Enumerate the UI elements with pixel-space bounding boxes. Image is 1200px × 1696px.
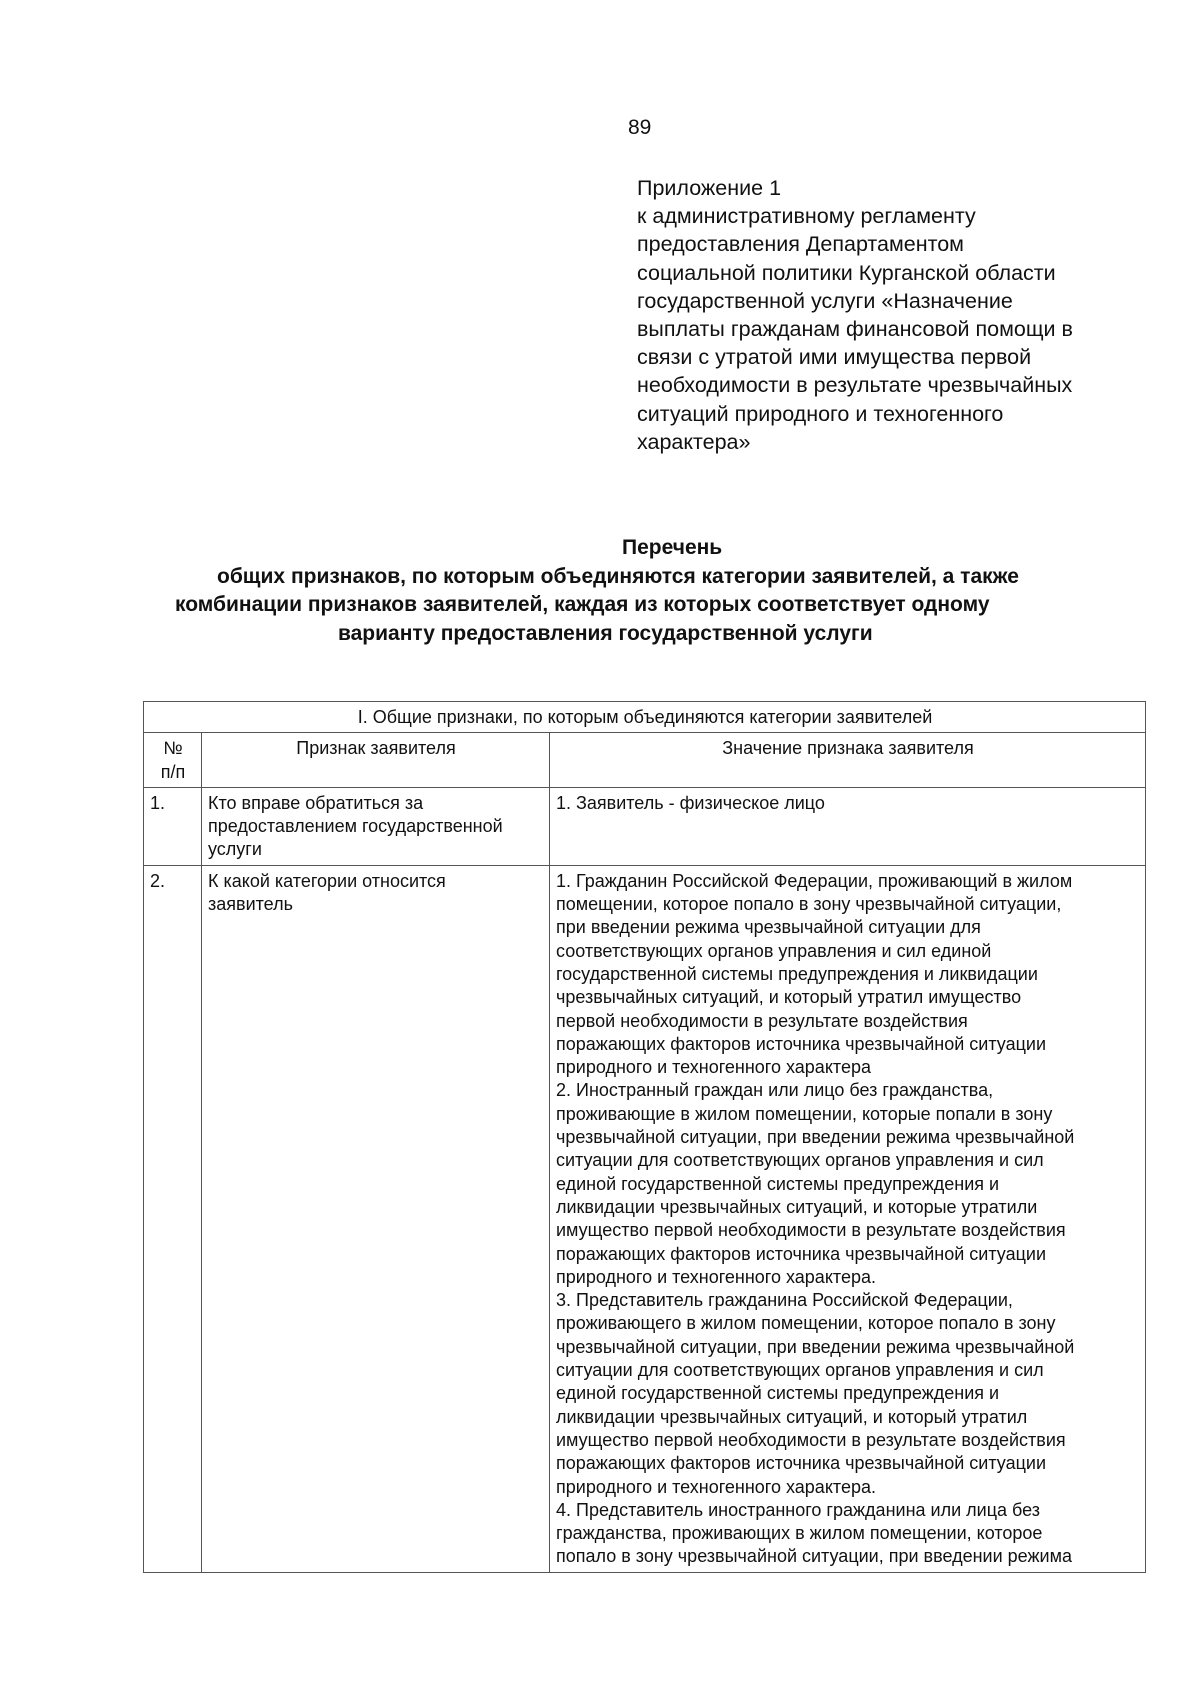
- cell-line: 2. Иностранный граждан или лицо без гражданства,: [556, 1080, 994, 1101]
- cell-line: заявитель: [208, 894, 293, 915]
- cell-line: поражающих факторов источника чрезвычайной ситуации: [556, 1243, 1047, 1264]
- table-caption: I. Общие признаки, по которым объединяются категории заявителей: [144, 702, 1146, 733]
- cell-line: проживающие в жилом помещении, которые попали в зону: [556, 1103, 1053, 1124]
- cell-line: единой государственной системы предупреждения и: [556, 1173, 1000, 1194]
- cell-line: 3. Представитель гражданина Российской Федерации,: [556, 1290, 1013, 1311]
- appendix-line: Приложение 1: [637, 176, 782, 200]
- appendix-note: [637, 174, 1137, 456]
- cell-line: проживающего в жилом помещении, которое попало в зону: [556, 1313, 1056, 1334]
- cell-line: услуги: [208, 839, 262, 860]
- cell-line: соответствующих органов управления и сил единой: [556, 940, 992, 961]
- cell-line: поражающих факторов источника чрезвычайной ситуации: [556, 1453, 1047, 1474]
- cell-line: природного и техногенного характера.: [556, 1266, 876, 1287]
- title-line: общих признаков, по которым объединяются категории заявителей, а также: [217, 564, 1019, 588]
- cell-line: государственной системы предупреждения и ликвидации: [556, 963, 1038, 984]
- cell-line: природного и техногенного характера: [556, 1057, 871, 1078]
- cell-line: 1. Заявитель - физическое лицо: [556, 792, 825, 813]
- cell-line: помещении, которое попало в зону чрезвычайной ситуации,: [556, 894, 1062, 915]
- cell-line: предоставлением государственной: [208, 816, 503, 837]
- row-sign: [202, 787, 550, 865]
- criteria-table: [143, 701, 1146, 1573]
- header-value: Значение признака заявителя: [550, 733, 1146, 788]
- header-sign: Признак заявителя: [202, 733, 550, 788]
- title-line: комбинации признаков заявителей, каждая из которых соответствует одному: [175, 593, 990, 616]
- row-sign: [202, 865, 550, 1572]
- appendix-line: ситуаций природного и техногенного: [637, 401, 1004, 426]
- cell-line: ликвидации чрезвычайных ситуаций, и который утратил: [556, 1406, 1028, 1427]
- appendix-line: государственной услуги «Назначение: [637, 288, 1013, 313]
- appendix-line: необходимости в результате чрезвычайных: [637, 373, 1073, 398]
- cell-line: 4. Представитель иностранного гражданина или лица без: [556, 1499, 1040, 1520]
- document-title: [130, 534, 1200, 648]
- appendix-line: социальной политики Курганской области: [637, 260, 1056, 285]
- cell-line: попало в зону чрезвычайной ситуации, при введении режима: [556, 1546, 1072, 1567]
- header-number: [144, 733, 202, 788]
- header-number-line: №: [163, 738, 183, 759]
- appendix-line: к административному регламенту: [637, 204, 976, 229]
- cell-line: 1. Гражданин Российской Федерации, проживающий в жилом: [556, 870, 1073, 891]
- header-number-line: п/п: [160, 761, 186, 782]
- cell-line: чрезвычайной ситуации, при введении режима чрезвычайной: [556, 1336, 1075, 1357]
- cell-line: чрезвычайных ситуаций, и который утратил имущество: [556, 987, 1022, 1008]
- table-row: [144, 787, 1146, 865]
- table-header-row: [144, 733, 1146, 788]
- appendix-line: выплаты гражданам финансовой помощи в: [637, 317, 1073, 342]
- cell-line: первой необходимости в результате воздействия: [556, 1010, 968, 1031]
- cell-line: единой государственной системы предупреждения и: [556, 1383, 1000, 1404]
- row-number: 2.: [144, 865, 202, 1572]
- appendix-line: связи с утратой ими имущества первой: [637, 345, 1032, 370]
- row-number: 1.: [144, 787, 202, 865]
- cell-line: ликвидации чрезвычайных ситуаций, и которые утратили: [556, 1196, 1038, 1217]
- cell-line: чрезвычайной ситуации, при введении режима чрезвычайной: [556, 1127, 1075, 1148]
- cell-line: Кто вправе обратиться за: [208, 792, 424, 813]
- cell-line: ситуации для соответствующих органов управления и сил: [556, 1150, 1044, 1171]
- title-line: Перечень: [622, 536, 723, 559]
- row-value: [550, 787, 1146, 865]
- cell-line: ситуации для соответствующих органов управления и сил: [556, 1360, 1044, 1381]
- cell-line: гражданства, проживающих в жилом помещении, которое: [556, 1523, 1043, 1544]
- cell-line: поражающих факторов источника чрезвычайной ситуации: [556, 1033, 1047, 1054]
- page-number: 89: [628, 116, 652, 139]
- cell-line: имущество первой необходимости в результате воздействия: [556, 1220, 1066, 1241]
- cell-line: имущество первой необходимости в результате воздействия: [556, 1429, 1066, 1450]
- table-caption-row: [144, 702, 1146, 733]
- appendix-line: предоставления Департаментом: [637, 232, 964, 257]
- cell-line: природного и техногенного характера.: [556, 1476, 876, 1497]
- row-value: [550, 865, 1146, 1572]
- table-row: [144, 865, 1146, 1572]
- title-line: варианту предоставления государственной услуги: [338, 621, 873, 645]
- appendix-line: характера»: [637, 429, 751, 454]
- cell-line: при введении режима чрезвычайной ситуации для: [556, 917, 981, 938]
- cell-line: К какой категории относится: [208, 870, 446, 891]
